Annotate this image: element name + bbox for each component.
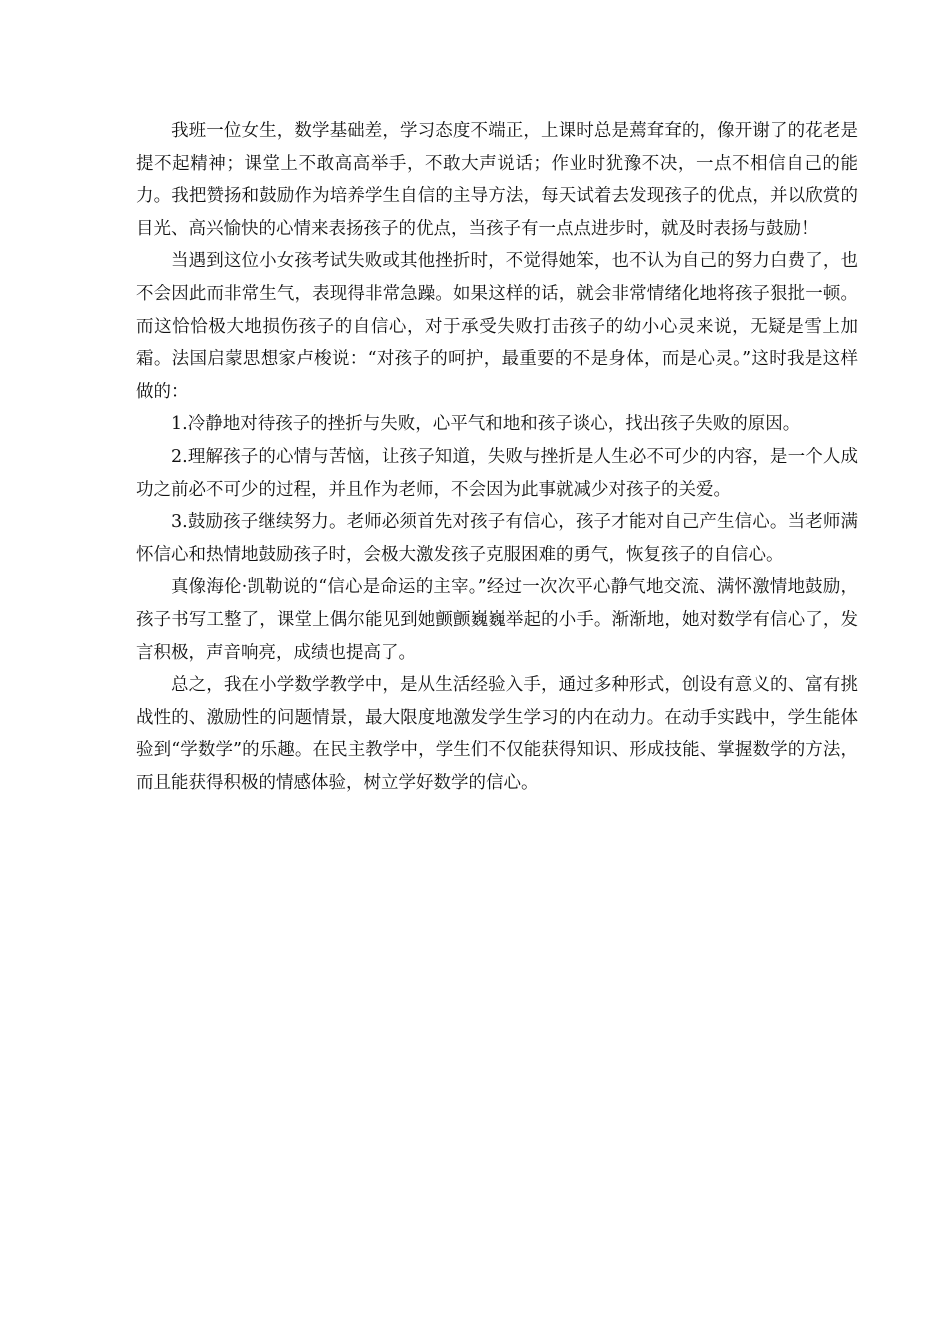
paragraph-1: 我班一位女生，数学基础差，学习态度不端正，上课时总是蔫耷耷的，像开谢了的花老是提不起精神；课堂上不敢高高举手，不敢大声说话；作业时犹豫不决，一点不相信自己的能力。我把赞扬和鼓励作为培养学生自信的主导方法，每天试着去发现孩子的优点，并以欣赏的目光、高兴愉快的心情来表扬孩子的优点，当孩子有一点点进步时，就及时表扬与鼓励！ xyxy=(136,121,858,239)
paragraph-conclusion: 总之，我在小学数学教学中，是从生活经验入手，通过多种形式，创设有意义的、富有挑战性的、激励性的问题情景，最大限度地激发学生学习的内在动力。在动手实践中，学生能体验到“学数学”的乐趣。在民主教学中，学生们不仅能获得知识、形成技能、掌握数学的方法，而且能获得积极的情感体验，树立学好数学的信心。 xyxy=(136,675,858,793)
list-item-3: 3.鼓励孩子继续努力。老师必须首先对孩子有信心，孩子才能对自己产生信心。当老师满怀信心和热情地鼓励孩子时，会极大激发孩子克服困难的勇气，恢复孩子的自信心。 xyxy=(136,512,858,565)
list-item-1: 1.冷静地对待孩子的挫折与失败，心平气和地和孩子谈心，找出孩子失败的原因。 xyxy=(171,414,801,435)
document-body xyxy=(136,115,858,799)
list-item-2: 2.理解孩子的心情与苦恼，让孩子知道，失败与挫折是人生必不可少的内容，是一个人成功之前必不可少的过程，并且作为老师，不会因为此事就减少对孩子的关爱。 xyxy=(136,446,858,500)
paragraph-3: 真像海伦·凯勒说的“信心是命运的主宰。”经过一次次平心静气地交流、满怀激情地鼓励，孩子书写工整了，课堂上偶尔能见到她颤颤巍巍举起的小手。渐渐地，她对数学有信心了，发言积极，声音响亮，成绩也提高了。 xyxy=(136,577,858,663)
paragraph-2: 当遇到这位小女孩考试失败或其他挫折时，不觉得她笨，也不认为自己的努力白费了，也不会因此而非常生气，表现得非常急躁。如果这样的话，就会非常情绪化地将孩子狠批一顿。而这恰恰极大地损伤孩子的自信心，对于承受失败打击孩子的幼小心灵来说，无疑是雪上加霜。法国启蒙思想家卢梭说：“对孩子的呵护，最重要的不是身体，而是心灵。”这时我是这样做的： xyxy=(136,251,858,402)
